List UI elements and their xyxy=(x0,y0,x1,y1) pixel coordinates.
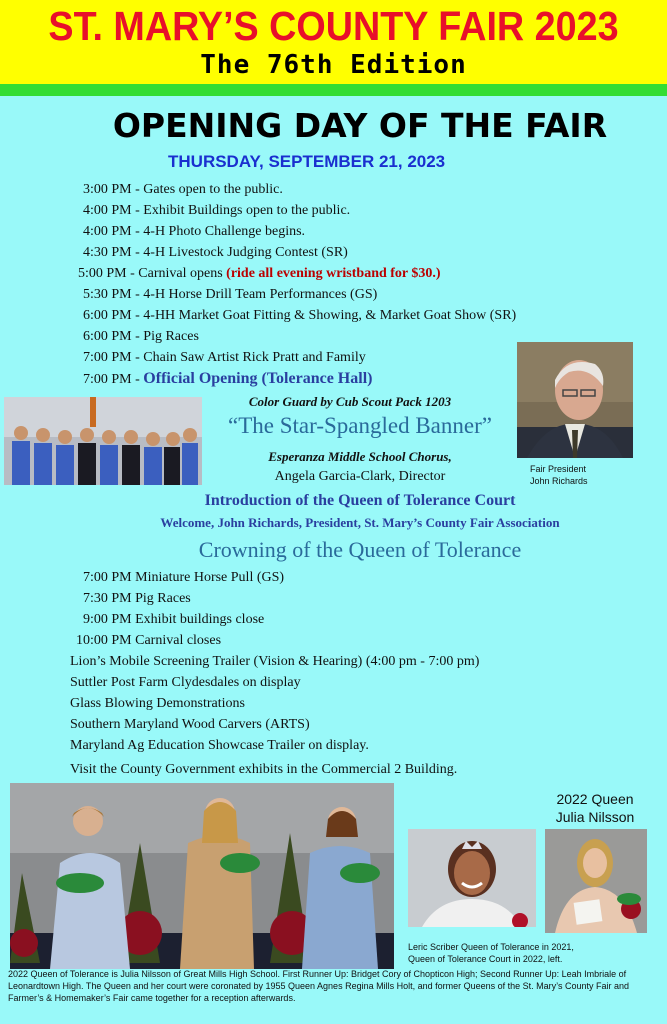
schedule-item xyxy=(83,243,643,263)
queen-2022-label: 2022 Queen Julia Nilsson xyxy=(555,791,635,825)
schedule-text: - Carnival opens xyxy=(126,266,227,281)
schedule-item xyxy=(78,264,638,284)
schedule-text: - xyxy=(131,372,144,387)
schedule-text: - 4-H Photo Challenge begins. xyxy=(131,224,306,239)
evening-item: 7:30 PM Pig Races xyxy=(83,591,191,606)
schedule-item xyxy=(83,180,643,200)
schedule-text: - 4-HH Market Goat Fitting & Showing, & Market Goat Show (SR) xyxy=(131,308,517,323)
queen-court-photo xyxy=(10,783,394,969)
schedule-text: - 4-H Horse Drill Team Performances (GS) xyxy=(131,287,378,302)
schedule-time: 4:00 PM xyxy=(83,224,132,239)
schedule-highlight: (ride all evening wristband for $30.) xyxy=(226,266,441,281)
all-day-item: Maryland Ag Education Showcase Trailer on display. xyxy=(70,738,369,753)
schedule-text: - Chain Saw Artist Rick Pratt and Family xyxy=(131,350,366,365)
schedule-time: 6:00 PM xyxy=(83,329,132,344)
event-date: THURSDAY, SEPTEMBER 21, 2023 xyxy=(168,152,446,171)
schedule-time: 7:00 PM xyxy=(83,350,132,365)
footer-note: 2022 Queen of Tolerance is Julia Nilsson of Great Mills High School. First Runner Up: Bridget Cory of Chopticon High; Second Runner Up: Leah Imbriale of Leonardtown High. The Queen and her court were coronated by 1955 Queen Agnes Regina Mills Holt, and former Queens of the St. Mary’s County Fair and Farmer’s & Homemaker’s Fair came together for a reception afterwards. xyxy=(8,969,630,1003)
schedule-time: 5:00 PM xyxy=(78,266,127,281)
welcome-text: Welcome, John Richards, President, St. Mary’s County Fair Association xyxy=(160,515,560,530)
schedule-time: 7:00 PM xyxy=(83,372,132,387)
chorus-photo xyxy=(4,397,202,485)
schedule-time: 6:00 PM xyxy=(83,308,132,323)
crowning-title: Crowning of the Queen of Tolerance xyxy=(198,537,522,562)
visit-note: Visit the County Government exhibits in the Commercial 2 Building. xyxy=(70,762,458,777)
evening-item: 7:00 PM Miniature Horse Pull (GS) xyxy=(83,570,285,585)
schedule-time: 4:00 PM xyxy=(83,203,132,218)
schedule-time: 5:30 PM xyxy=(83,287,132,302)
president-photo xyxy=(517,342,633,458)
evening-item: 9:00 PM Exhibit buildings close xyxy=(83,612,265,627)
schedule-text: - Pig Races xyxy=(131,329,199,344)
chorus-name: Esperanza Middle School Chorus, xyxy=(268,449,452,464)
divider-strip xyxy=(0,84,667,96)
schedule-highlight: Official Opening (Tolerance Hall) xyxy=(143,370,373,387)
edition-subtitle: The 76th Edition xyxy=(200,50,467,80)
header-banner xyxy=(0,0,667,85)
schedule-time: 4:30 PM xyxy=(83,245,132,260)
schedule-item xyxy=(83,222,643,242)
julia-nilsson-photo xyxy=(545,829,647,933)
schedule-text: - Exhibit Buildings open to the public. xyxy=(131,203,351,218)
all-day-item: Glass Blowing Demonstrations xyxy=(70,696,245,711)
all-day-item: Lion’s Mobile Screening Trailer (Vision & Hearing) (4:00 pm - 7:00 pm) xyxy=(70,654,480,669)
all-day-item: Southern Maryland Wood Carvers (ARTS) xyxy=(70,717,310,732)
schedule-item xyxy=(83,285,643,305)
evening-item: 10:00 PM Carnival closes xyxy=(76,633,222,648)
fair-title: ST. MARY’S COUNTY FAIR 2023 xyxy=(48,3,619,49)
anthem-title: “The Star-Spangled Banner” xyxy=(228,413,492,438)
schedule-item xyxy=(83,201,643,221)
queen-introduction: Introduction of the Queen of Tolerance Court xyxy=(204,492,516,509)
leric-scriber-photo xyxy=(408,829,536,927)
schedule-text: - Gates open to the public. xyxy=(131,182,283,197)
schedule-item xyxy=(83,306,643,326)
color-guard-text: Color Guard by Cub Scout Pack 1203 xyxy=(248,394,452,409)
leric-caption: Leric Scriber Queen of Tolerance in 2021, Queen of Tolerance Court in 2022, left. xyxy=(408,942,574,964)
schedule-time: 3:00 PM xyxy=(83,182,132,197)
president-caption: Fair President John Richards xyxy=(530,464,588,486)
chorus-director: Angela Garcia-Clark, Director xyxy=(274,469,446,484)
schedule-text: - 4-H Livestock Judging Contest (SR) xyxy=(131,245,348,260)
page-heading: OPENING DAY OF THE FAIR xyxy=(112,106,608,145)
all-day-item: Suttler Post Farm Clydesdales on display xyxy=(70,675,301,690)
